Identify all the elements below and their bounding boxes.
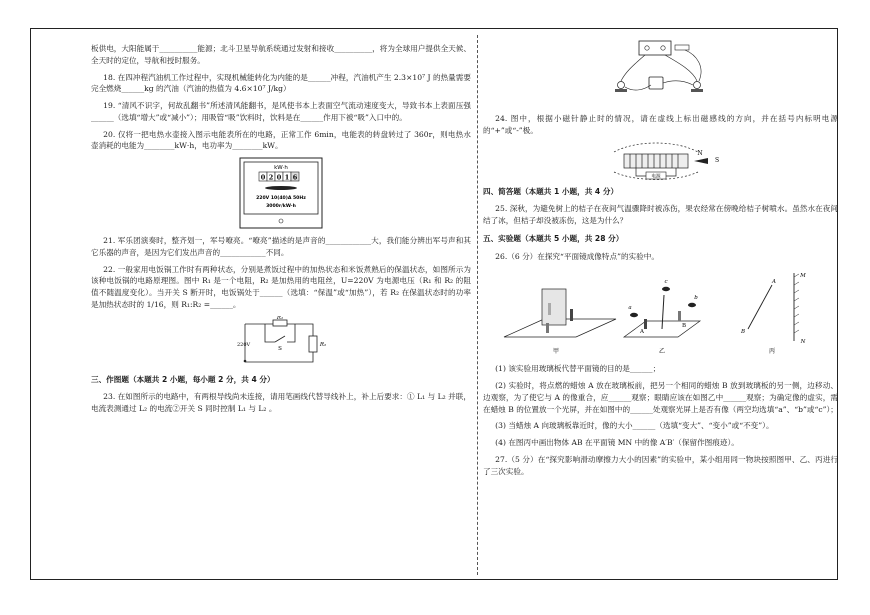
position-a-label: a (627, 305, 632, 312)
question-25: 25. 深秋，为避免树上的桔子在夜间气温骤降时被冻伤，果农经常在傍晚给桔子树喷水。虽然水在夜间结了冰，但桔子却没被冻伤，这是为什么？ (483, 204, 838, 226)
column-divider (477, 35, 478, 575)
meter-disc (265, 186, 297, 190)
question-19: 19. “清风不识字，何故乱翻书”所述清风能翻书，是风使书本上表面空气流动速度变大，导致书本上表面压强______（选填“增大”或“减小”）；用吸管“吸”饮料时，饮料是在______作用下被“吸”入口中的。 (91, 101, 471, 122)
left-column (91, 43, 471, 420)
question-20: 20. 仅将一把电热水壶接入图示电能表所在的电路，正常工作 6min，电能表的转盘转过了 360r，则电热水壶消耗的电能为________kW·h，电功率为________kW。 (91, 129, 471, 151)
meter-digit: 2 (268, 173, 274, 182)
meter-digit: 6 (292, 173, 298, 182)
electromagnet-figure (596, 142, 726, 180)
energy-meter-figure (239, 157, 323, 229)
mirror-n-label: N (800, 339, 805, 346)
question-18: 18. 在四冲程汽油机工作过程中，实现机械能转化为内能的是______冲程，汽油机产生 2.3×10⁷ J 的热量需要完全燃烧______kg 的汽油（汽油的热值为 4.6×10⁷ J/kg） (91, 72, 471, 94)
question-22: 22. 一般家用电饭锅工作时有两种状态，分别是煮饭过程中的加热状态和米饭煮熟后的保温状态，如图所示为该种电饭锅的电路原理图。图中 R₁ 是一个电阻，R₂ 是加热用的电阻丝，U=220V 为电源电压（R₁ 和 R₂ 的阻值不随温度变化）。当开关 S 断开时，电饭锅处于______（选填：“保温”或“加热”），若 R₂ 在保温状态时的功率是加热状态时的 1/16，则 R₁:R₂ =______。 (91, 264, 471, 309)
question-26: 26.（6 分）在探究“平面镜成像特点”的实验中。 (495, 251, 659, 261)
question-27: 27.（5 分）在“探究影响滑动摩擦力大小的因素”的实验中，某小组用同一物块按照图甲、乙、丙进行了三次实验。 (483, 454, 838, 476)
question-26-part-2: (2) 实验时，将点燃的蜡烛 A 放在玻璃板前，把另一个相同的蜡烛 B 放到玻璃板的另一侧，边移动、边观察，为了使它与 A 的像重合，应______观察；眼睛应该在如图乙中______观察；为确定像的虚实，需在蜡烛 B 的位置放一个光屏，并在如图中的______处观察光屏上是否有像（两空均选填“a”、“b”或“c”）； (483, 381, 838, 414)
resistor-r1-label: R₁ (276, 315, 284, 321)
figure-bing (739, 273, 805, 355)
meter-unit: kW·h (274, 165, 288, 172)
question-24: 24. 图中，根据小磁针静止时的情况，请在虚线上标出磁感线的方向，并在括号内标明电源的“+”或“-”极。 (483, 114, 838, 135)
parallel-circuit-figure (601, 37, 721, 107)
meter-digit: 1 (284, 173, 290, 182)
exam-sheet (30, 28, 838, 580)
power-source-label: 电源 (650, 174, 661, 180)
meter-spec-2: 3000r/kW·h (266, 204, 296, 210)
section-4-heading: 四、简答题（本题共 1 小题，共 4 分） (483, 186, 619, 196)
meter-digits (259, 172, 299, 182)
eye-icon (662, 287, 670, 291)
right-column (483, 43, 838, 482)
resistor-r2-label: R₂ (319, 341, 327, 348)
section-3-heading: 三、作图题（本题共 2 小题，每小题 2 分，共 4 分） (91, 374, 275, 384)
question-21: 21. 军乐团演奏时，整齐划一，军号嘹亮。“嘹亮”描述的是声音的____________大，我们能分辨出军号声和其它乐器的声音，是因为它们发出声音的____________不同。 (91, 236, 471, 257)
question-26-part-4: (4) 在图丙中画出物体 AB 在平面镜 MN 中的像 A′B′（保留作图痕迹）。 (495, 438, 739, 448)
object-b-label: B (740, 329, 745, 336)
rice-cooker-circuit-figure (235, 316, 327, 368)
figure-jia (504, 289, 616, 355)
plane-mirror-experiment-figure (496, 267, 826, 357)
position-b-label: b (693, 295, 698, 302)
figure-yi (624, 279, 700, 355)
figure-jia-label: 甲 (552, 348, 559, 356)
question-17-continued: 板供电，大阳能属于__________能源；北斗卫星导航系统通过发射和接收__________，将为全球用户提供全天候、全天时的定位，导航和授时服务。 (91, 44, 471, 65)
figure-bing-label: 丙 (768, 348, 775, 356)
eye-icon (630, 313, 638, 317)
needle-n-label: N (696, 149, 703, 157)
meter-digit: 0 (260, 173, 266, 182)
eye-icon (688, 303, 696, 307)
candle-a-label: A (639, 329, 644, 336)
question-26-part-3: (3) 当蜡烛 A 向玻璃板靠近时，像的大小______（选填“变大”、“变小”或“不变”）。 (495, 421, 774, 431)
mirror-m-label: M (799, 273, 806, 280)
figure-yi-label: 乙 (658, 348, 665, 356)
needle-s-label: S (714, 156, 719, 164)
object-a-label: A (771, 279, 776, 286)
compass-needle-icon (694, 158, 708, 164)
section-5-heading: 五、实验题（本题共 5 小题，共 28 分） (483, 233, 624, 243)
meter-spec-1: 220V 10(40)A 50Hz (256, 196, 306, 202)
meter-digit: 0 (276, 173, 282, 182)
question-26-part-1: (1) 该实验用玻璃板代替平面镜的目的是______； (495, 364, 661, 374)
voltage-label: 220V (237, 341, 251, 348)
switch-label: S (278, 345, 282, 352)
position-c-label: c (663, 279, 668, 286)
question-23: 23. 在如图所示的电路中，有两根导线尚未连接，请用笔画线代替导线补上，补上后要求：① L₁ 与 L₂ 并联，电流表测通过 L₂ 的电流②开关 S 同时控制 L₁ 与 L₂ 。 (91, 392, 471, 414)
candle-b-label: B (681, 323, 686, 330)
